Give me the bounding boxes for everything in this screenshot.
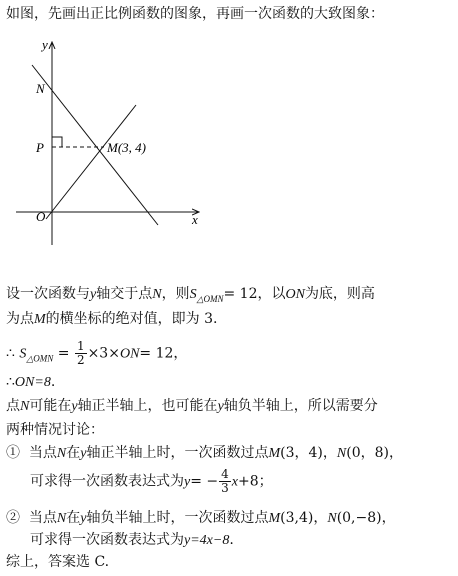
function-graph	[6, 35, 216, 250]
solution-line-4: ∴ON=8.	[6, 374, 56, 390]
case-1-line-2: 可求得一次函数表达式为y= − $\frac{4}{3}$ x+8；	[30, 467, 273, 495]
solution-line-2: 为点M的横坐标的绝对值，即为 3.	[6, 311, 218, 327]
direct-proportion-line	[46, 105, 136, 219]
x-axis-label: x	[192, 212, 198, 227]
fraction-one-half: $\frac{1}{2}$	[76, 339, 85, 367]
y-axis-label: y	[42, 37, 48, 52]
point-m-label: M(3, 4)	[107, 140, 146, 155]
case-2-line-1: ② 当点N在y轴负半轴上时，一次函数过点M(3,4)，N(0,−8)，	[6, 510, 396, 526]
point-p-label: P	[36, 140, 44, 155]
solution-line-1: 设一次函数与y轴交于点N，则$S_{\triangle OMN}= 12$，以ON为底，则高	[6, 286, 375, 304]
origin-label: O	[36, 209, 46, 224]
conclusion-text: 综上，答案选 C.	[6, 554, 110, 570]
fraction-four-thirds: $\frac{4}{3}$	[221, 467, 229, 495]
solution-line-3: ∴ $S_{\triangle OMN}$ = $\frac{1}{2}$ ×3×ON= 12，	[6, 339, 188, 367]
solution-line-6: 两种情况讨论：	[6, 422, 104, 438]
solution-line-5: 点N可能在y轴正半轴上，也可能在y轴负半轴上，所以需要分	[6, 398, 378, 414]
case-2-line-2: 可求得一次函数表达式为y=4x−8.	[30, 532, 234, 548]
intro-text: 如图，先画出正比例函数的图象，再画一次函数的大致图象：	[6, 6, 384, 22]
point-n-label: N	[36, 81, 45, 96]
case-1-line-1: ① 当点N在y轴正半轴上时，一次函数过点M(3，4)，N(0，8)，	[6, 445, 403, 461]
right-angle-mark	[52, 137, 62, 147]
